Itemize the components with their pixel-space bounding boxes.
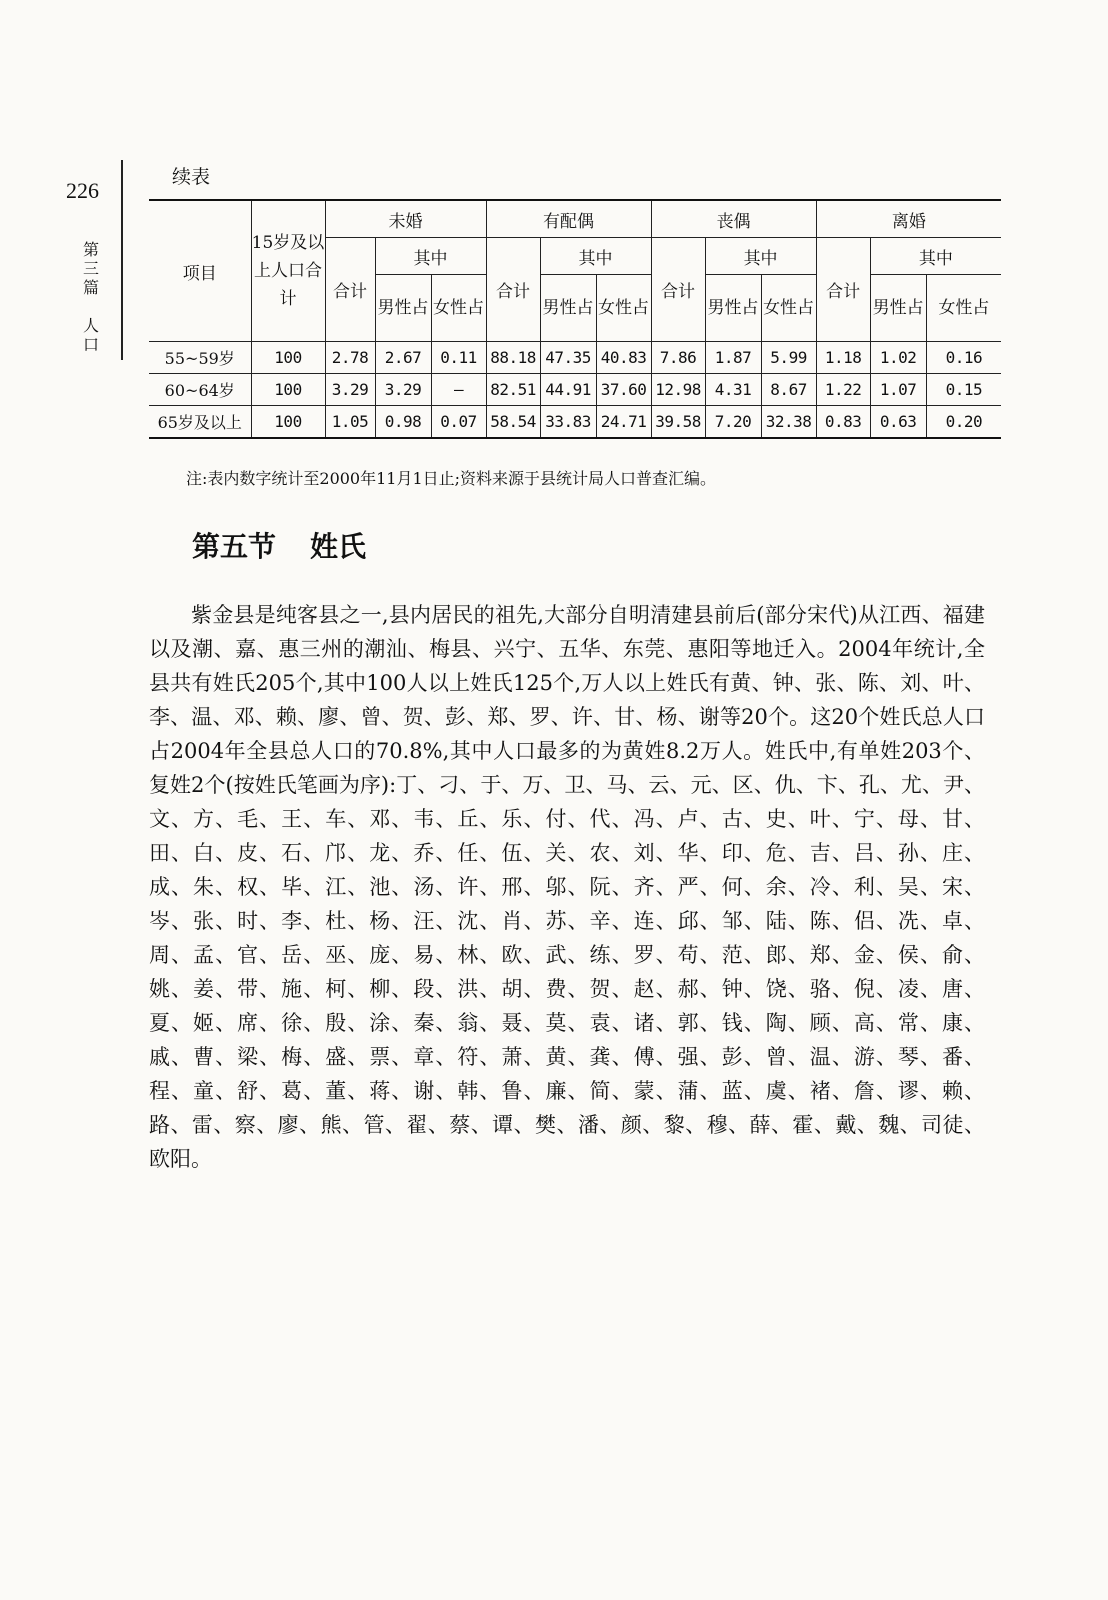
header-group-widowed: 丧偶	[651, 200, 816, 238]
row-value: 8.67	[761, 374, 816, 406]
row-label: 65岁及以上	[149, 406, 251, 439]
header-item: 项目	[149, 200, 251, 342]
header-female-share: 女性占	[596, 275, 651, 342]
table-row	[149, 406, 1001, 439]
header-male-share: 男性占	[870, 275, 926, 342]
header-of-which: 其中	[540, 238, 651, 275]
row-value: 0.98	[375, 406, 431, 439]
row-value: 7.86	[651, 342, 705, 374]
table-row	[149, 374, 1001, 406]
page-number: 226	[66, 178, 99, 203]
row-value: 47.35	[540, 342, 596, 374]
row-label: 55~59岁	[149, 342, 251, 374]
header-of-which: 其中	[375, 238, 486, 275]
row-value: 4.31	[705, 374, 761, 406]
row-value: 44.91	[540, 374, 596, 406]
side-title-char	[80, 297, 102, 316]
row-value: 88.18	[486, 342, 540, 374]
header-subtotal: 合计	[816, 238, 870, 342]
row-value: 3.29	[325, 374, 375, 406]
row-value: 5.99	[761, 342, 816, 374]
row-value: 0.16	[926, 342, 1001, 374]
row-value: 1.07	[870, 374, 926, 406]
header-female-share: 女性占	[926, 275, 1001, 342]
row-value: 82.51	[486, 374, 540, 406]
row-total: 100	[251, 342, 325, 374]
row-value: 0.11	[431, 342, 486, 374]
row-value: 39.58	[651, 406, 705, 439]
header-group-unmarried: 未婚	[325, 200, 486, 238]
row-value: 0.63	[870, 406, 926, 439]
margin-rule	[121, 160, 123, 360]
side-title-char: 三	[82, 259, 99, 278]
section-heading	[192, 525, 366, 565]
row-value: 40.83	[596, 342, 651, 374]
header-male-share: 男性占	[375, 275, 431, 342]
header-of-which: 其中	[870, 238, 1001, 275]
header-male-share: 男性占	[705, 275, 761, 342]
row-value: 33.83	[540, 406, 596, 439]
table-row	[149, 342, 1001, 374]
row-value: 0.15	[926, 374, 1001, 406]
row-value: —	[431, 374, 486, 406]
row-value: 0.83	[816, 406, 870, 439]
row-value: 37.60	[596, 374, 651, 406]
header-group-married: 有配偶	[486, 200, 651, 238]
header-female-share: 女性占	[431, 275, 486, 342]
row-total: 100	[251, 406, 325, 439]
row-value: 7.20	[705, 406, 761, 439]
row-value: 1.05	[325, 406, 375, 439]
side-title-char: 人	[82, 316, 99, 335]
header-group-divorced: 离婚	[816, 200, 1001, 238]
header-subtotal: 合计	[651, 238, 705, 342]
chapter-side-title	[80, 240, 102, 354]
row-total: 100	[251, 374, 325, 406]
header-subtotal: 合计	[486, 238, 540, 342]
row-value: 2.78	[325, 342, 375, 374]
row-value: 0.20	[926, 406, 1001, 439]
row-value: 1.87	[705, 342, 761, 374]
side-title-char: 篇	[82, 278, 99, 297]
side-title-char: 口	[82, 335, 99, 354]
row-value: 24.71	[596, 406, 651, 439]
row-value: 2.67	[375, 342, 431, 374]
row-value: 1.18	[816, 342, 870, 374]
header-population-total: 15岁及以上人口合计	[251, 200, 325, 342]
section-number: 第五节	[192, 530, 277, 563]
row-value: 12.98	[651, 374, 705, 406]
table-note: 注:表内数字统计至2000年11月1日止;资料来源于县统计局人口普查汇编。	[186, 469, 717, 488]
header-male-share: 男性占	[540, 275, 596, 342]
section-paragraph: 紫金县是纯客县之一,县内居民的祖先,大部分自明清建县前后(部分宋代)从江西、福建以及潮、嘉、惠三州的潮汕、梅县、兴宁、五华、东莞、惠阳等地迁入。2004年统计,全县共有姓氏205个,其中100人以上姓氏125个,万人以上姓氏有黄、钟、张、陈、刘、叶、李、温、邓、赖、廖、曾、贺、彭、郑、罗、许、甘、杨、谢等20个。这20个姓氏总人口占2004年全县总人口的70.8%,其中人口最多的为黄姓8.2万人。姓氏中,有单姓203个、复姓2个(按姓氏笔画为序):丁、刁、于、万、卫、马、云、元、区、仇、卞、孔、尤、尹、文、方、毛、王、车、邓、韦、丘、乐、付、代、冯、卢、古、史、叶、宁、母、甘、田、白、皮、石、邝、龙、乔、任、伍、关、农、刘、华、印、危、吉、吕、孙、庄、成、朱、权、毕、江、池、汤、许、邢、邬、阮、齐、严、何、余、冷、利、吴、宋、岑、张、时、李、杜、杨、汪、沈、肖、苏、辛、连、邱、邹、陆、陈、侣、冼、卓、周、孟、官、岳、巫、庞、易、林、欧、武、练、罗、苟、范、郎、郑、金、侯、俞、姚、姜、带、施、柯、柳、段、洪、胡、费、贺、赵、郝、钟、饶、骆、倪、凌、唐、夏、姬、席、徐、殷、涂、秦、翁、聂、莫、袁、诸、郭、钱、陶、顾、高、常、康、戚、曹、梁、梅、盛、票、章、符、萧、黄、龚、傅、强、彭、曾、温、游、琴、番、程、童、舒、葛、董、蒋、谢、韩、鲁、廉、简、蒙、蒲、蓝、虞、褚、詹、谬、赖、路、雷、察、廖、熊、管、翟、蔡、谭、樊、潘、颜、黎、穆、薛、霍、戴、魏、司徒、欧阳。	[149, 603, 985, 1171]
row-value: 32.38	[761, 406, 816, 439]
row-value: 1.22	[816, 374, 870, 406]
table-continued-label: 续表	[172, 166, 211, 188]
header-subtotal: 合计	[325, 238, 375, 342]
header-of-which: 其中	[705, 238, 816, 275]
section-title: 姓氏	[310, 530, 367, 563]
marital-status-table	[149, 199, 1001, 439]
row-value: 58.54	[486, 406, 540, 439]
row-label: 60~64岁	[149, 374, 251, 406]
side-title-char: 第	[82, 240, 99, 259]
row-value: 0.07	[431, 406, 486, 439]
row-value: 1.02	[870, 342, 926, 374]
header-female-share: 女性占	[761, 275, 816, 342]
row-value: 3.29	[375, 374, 431, 406]
